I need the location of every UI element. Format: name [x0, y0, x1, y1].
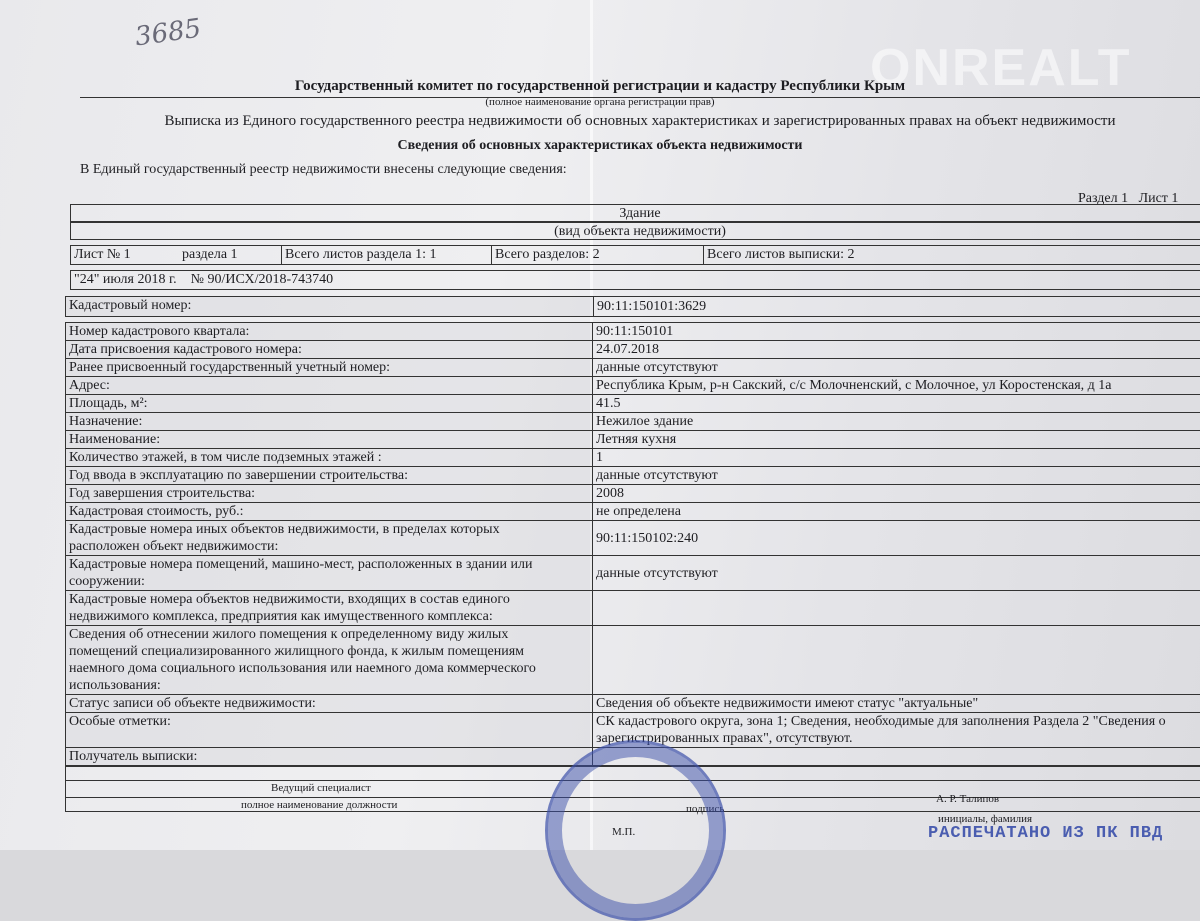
row-value: Нежилое здание	[593, 413, 1200, 431]
printed-stamp: РАСПЕЧАТАНО ИЗ ПК ПВД	[928, 824, 1163, 843]
section-sheet: Раздел 1 Лист 1	[1078, 191, 1178, 207]
row-label	[66, 323, 593, 341]
table-row	[66, 467, 1200, 485]
position-caption: полное наименование должности	[241, 799, 397, 811]
row-value	[593, 591, 1200, 626]
cadastral-number-row	[65, 296, 1200, 317]
row-label-line: Кадастровые номера иных объектов недвижимости, в пределах которых	[69, 521, 589, 538]
table-row	[66, 591, 1200, 626]
table-row	[66, 449, 1200, 467]
object-type	[70, 204, 1200, 222]
row-label	[66, 449, 593, 467]
cadastral-number-label: Кадастровый номер:	[66, 297, 593, 316]
row-label	[66, 521, 593, 556]
characteristics-table	[65, 322, 1200, 766]
row-value: Сведения об объекте недвижимости имеют статус "актуальные"	[593, 695, 1200, 713]
row-label-line: Назначение:	[69, 413, 589, 430]
table-row	[66, 556, 1200, 591]
row-label-line: Площадь, м²:	[69, 395, 589, 412]
row-value: Летняя кухня	[593, 431, 1200, 449]
total-sections: Всего разделов: 2	[491, 246, 703, 264]
row-label-line: Сведения об отнесении жилого помещения к определенному виду жилых	[69, 626, 589, 643]
table-row	[66, 503, 1200, 521]
sheet-number: Лист № 1	[71, 246, 181, 264]
row-label-line: Кадастровая стоимость, руб.:	[69, 503, 589, 520]
table-row	[66, 395, 1200, 413]
object-type-caption-text: (вид объекта недвижимости)	[554, 224, 726, 239]
row-value	[593, 626, 1200, 695]
total-sheets: Всего листов выписки: 2	[703, 246, 1200, 264]
table-row	[66, 626, 1200, 695]
handwritten-number: 3685	[133, 14, 203, 53]
row-value: СК кадастрового округа, зона 1; Сведения, необходимые для заполнения Раздела 2 "Сведения о зарегистрированных правах", отсутствуют.	[593, 713, 1200, 748]
row-label-line: наемного дома социального использования или наемного дома коммерческого	[69, 660, 589, 677]
row-label-line: Адрес:	[69, 377, 589, 394]
row-label-line: Дата присвоения кадастрового номера:	[69, 341, 589, 358]
row-label	[66, 377, 593, 395]
name-caption: инициалы, фамилия	[938, 813, 1032, 825]
row-value: 1	[593, 449, 1200, 467]
row-value: 2008	[593, 485, 1200, 503]
row-value: Республика Крым, р-н Сакский, с/с Молочненский, с Молочное, ул Коростенская, д 1а	[593, 377, 1200, 395]
signer-name: А. Р. Талипов	[936, 793, 999, 805]
row-label-line: Кадастровые номера объектов недвижимости, входящих в состав единого	[69, 591, 589, 608]
object-type-text: Здание	[619, 206, 660, 221]
table-row	[66, 431, 1200, 449]
row-value: не определена	[593, 503, 1200, 521]
row-label	[66, 556, 593, 591]
date-number: "24" июля 2018 г. № 90/ИСХ/2018-743740	[70, 270, 1200, 290]
row-label-line: Получатель выписки:	[69, 748, 589, 765]
official-seal	[545, 740, 726, 921]
row-label-line: Наименование:	[69, 431, 589, 448]
table-row	[66, 323, 1200, 341]
row-label	[66, 413, 593, 431]
position: Ведущий специалист	[271, 782, 371, 794]
table-row	[66, 485, 1200, 503]
row-value: 41.5	[593, 395, 1200, 413]
table-row	[66, 359, 1200, 377]
sheet-info-row	[70, 245, 1200, 265]
row-label-line: Номер кадастрового квартала:	[69, 323, 589, 340]
row-label-line: Статус записи об объекте недвижимости:	[69, 695, 589, 712]
authority-caption: (полное наименование органа регистрации прав)	[0, 96, 1200, 108]
total-sheets-section: Всего листов раздела 1: 1	[281, 246, 491, 264]
row-label	[66, 503, 593, 521]
row-label	[66, 713, 593, 748]
row-label	[66, 431, 593, 449]
sign-caption: подпись	[686, 803, 724, 815]
table-row	[66, 695, 1200, 713]
row-label	[66, 359, 593, 377]
row-label-line: использования:	[69, 677, 589, 694]
intro-text: В Единый государственный реестр недвижимости внесены следующие сведения:	[80, 162, 567, 178]
authority-name: Государственный комитет по государственной регистрации и кадастру Республики Крым	[0, 78, 1200, 95]
row-label	[66, 626, 593, 695]
table-row	[66, 521, 1200, 556]
row-value: 90:11:150102:240	[593, 521, 1200, 556]
row-label	[66, 695, 593, 713]
row-label	[66, 591, 593, 626]
row-label	[66, 341, 593, 359]
row-label-line: сооружении:	[69, 573, 589, 590]
row-value: данные отсутствуют	[593, 467, 1200, 485]
row-label-line: недвижимого комплекса, предприятия как имущественного комплекса:	[69, 608, 589, 625]
row-label	[66, 485, 593, 503]
table-row	[66, 341, 1200, 359]
seal-caption: М.П.	[612, 826, 635, 838]
row-label-line: Кадастровые номера помещений, машино-мест, расположенных в здании или	[69, 556, 589, 573]
row-label-line: Количество этажей, в том числе подземных этажей :	[69, 449, 589, 466]
section-title: Сведения об основных характеристиках объекта недвижимости	[0, 138, 1200, 154]
row-value: 24.07.2018	[593, 341, 1200, 359]
row-label-line: Год завершения строительства:	[69, 485, 589, 502]
row-label-line: помещений специализированного жилищного фонда, к жилым помещениям	[69, 643, 589, 660]
table-row	[66, 413, 1200, 431]
watermark: ONREALT	[870, 38, 1131, 98]
row-label-line: Особые отметки:	[69, 713, 589, 730]
row-label	[66, 395, 593, 413]
sheet-section: раздела 1	[179, 246, 289, 264]
object-type-caption	[70, 222, 1200, 240]
row-value: данные отсутствуют	[593, 556, 1200, 591]
row-label-line: Год ввода в эксплуатацию по завершении строительства:	[69, 467, 589, 484]
row-value: данные отсутствуют	[593, 359, 1200, 377]
row-label-line: Ранее присвоенный государственный учетный номер:	[69, 359, 589, 376]
cadastral-number-value: 90:11:150101:3629	[593, 297, 1193, 316]
document-title: Выписка из Единого государственного реестра недвижимости об основных характеристиках и зарегистрированных правах на объект недвижимости	[40, 113, 1200, 130]
table-row	[66, 377, 1200, 395]
row-label-line: расположен объект недвижимости:	[69, 538, 589, 555]
row-value: 90:11:150101	[593, 323, 1200, 341]
row-label	[66, 467, 593, 485]
row-label	[66, 748, 593, 766]
